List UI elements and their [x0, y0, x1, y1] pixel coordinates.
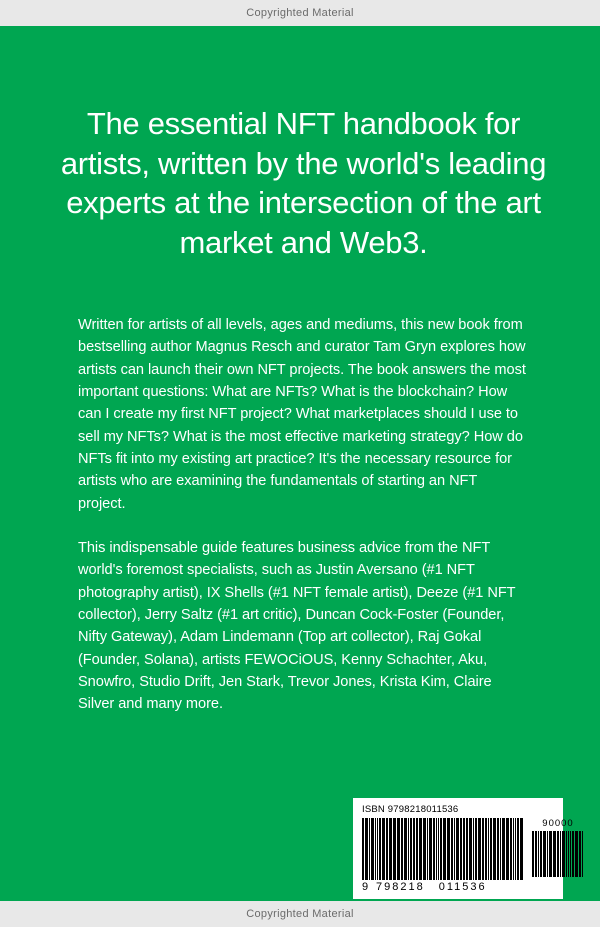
barcode-addon-value: 90000	[542, 818, 574, 829]
barcode-block	[353, 798, 574, 899]
page-title: The essential NFT handbook for artists, written by the world's leading experts at the intersection of the art market and Web3.	[60, 106, 547, 261]
ean-digits	[354, 880, 562, 898]
barcode-addon	[532, 818, 584, 877]
copyright-watermark-top: Copyrighted Material	[0, 0, 600, 26]
barcode-row	[354, 818, 574, 880]
description-paragraph-2: This indispensable guide features business advice from the NFT world's foremost specialists, such as Justin Aversano (#1 NFT photography artist), IX Shells (#1 NFT female artist), Deeze (#1 NFT collector), Jerry Saltz (#1 art critic), Duncan Cock-Foster (Founder, Nifty Gateway), Adam Lindemann (Top art collector), Raj Gokal (Founder, Solana), artists FEWOCiOUS, Kenny Schachter, Aku, Snowfro, Studio Drift, Jen Stark, Trevor Jones, Krista Kim, Claire Silver and many more.	[78, 539, 516, 713]
ean-group-left: 798218	[376, 881, 425, 893]
copyright-watermark-bottom: Copyrighted Material	[0, 901, 600, 927]
description-block	[78, 314, 528, 716]
cover-content	[0, 26, 600, 901]
ean-group-right: 011536	[438, 881, 487, 893]
ean-digit-lead: 9	[362, 881, 371, 893]
description-paragraph-1: Written for artists of all levels, ages and mediums, this new book from bestselling author Magnus Resch and curator Tam Gryn explores how artists can launch their own NFT projects. The book answers the most important questions: What are NFTs? What is the blockchain? How can I create my first NFT project? What marketplaces should I use to sell my NFTs? What is the most effective marketing strategy? How do NFTs fit into my existing art practice? It's the necessary resource for artists who are examining the fundamentals of starting an NFT project.	[78, 317, 526, 512]
ean13-barcode-icon	[362, 818, 524, 880]
barcode-addon-icon	[532, 831, 584, 877]
isbn-label: ISBN 9798218011536	[362, 804, 459, 815]
